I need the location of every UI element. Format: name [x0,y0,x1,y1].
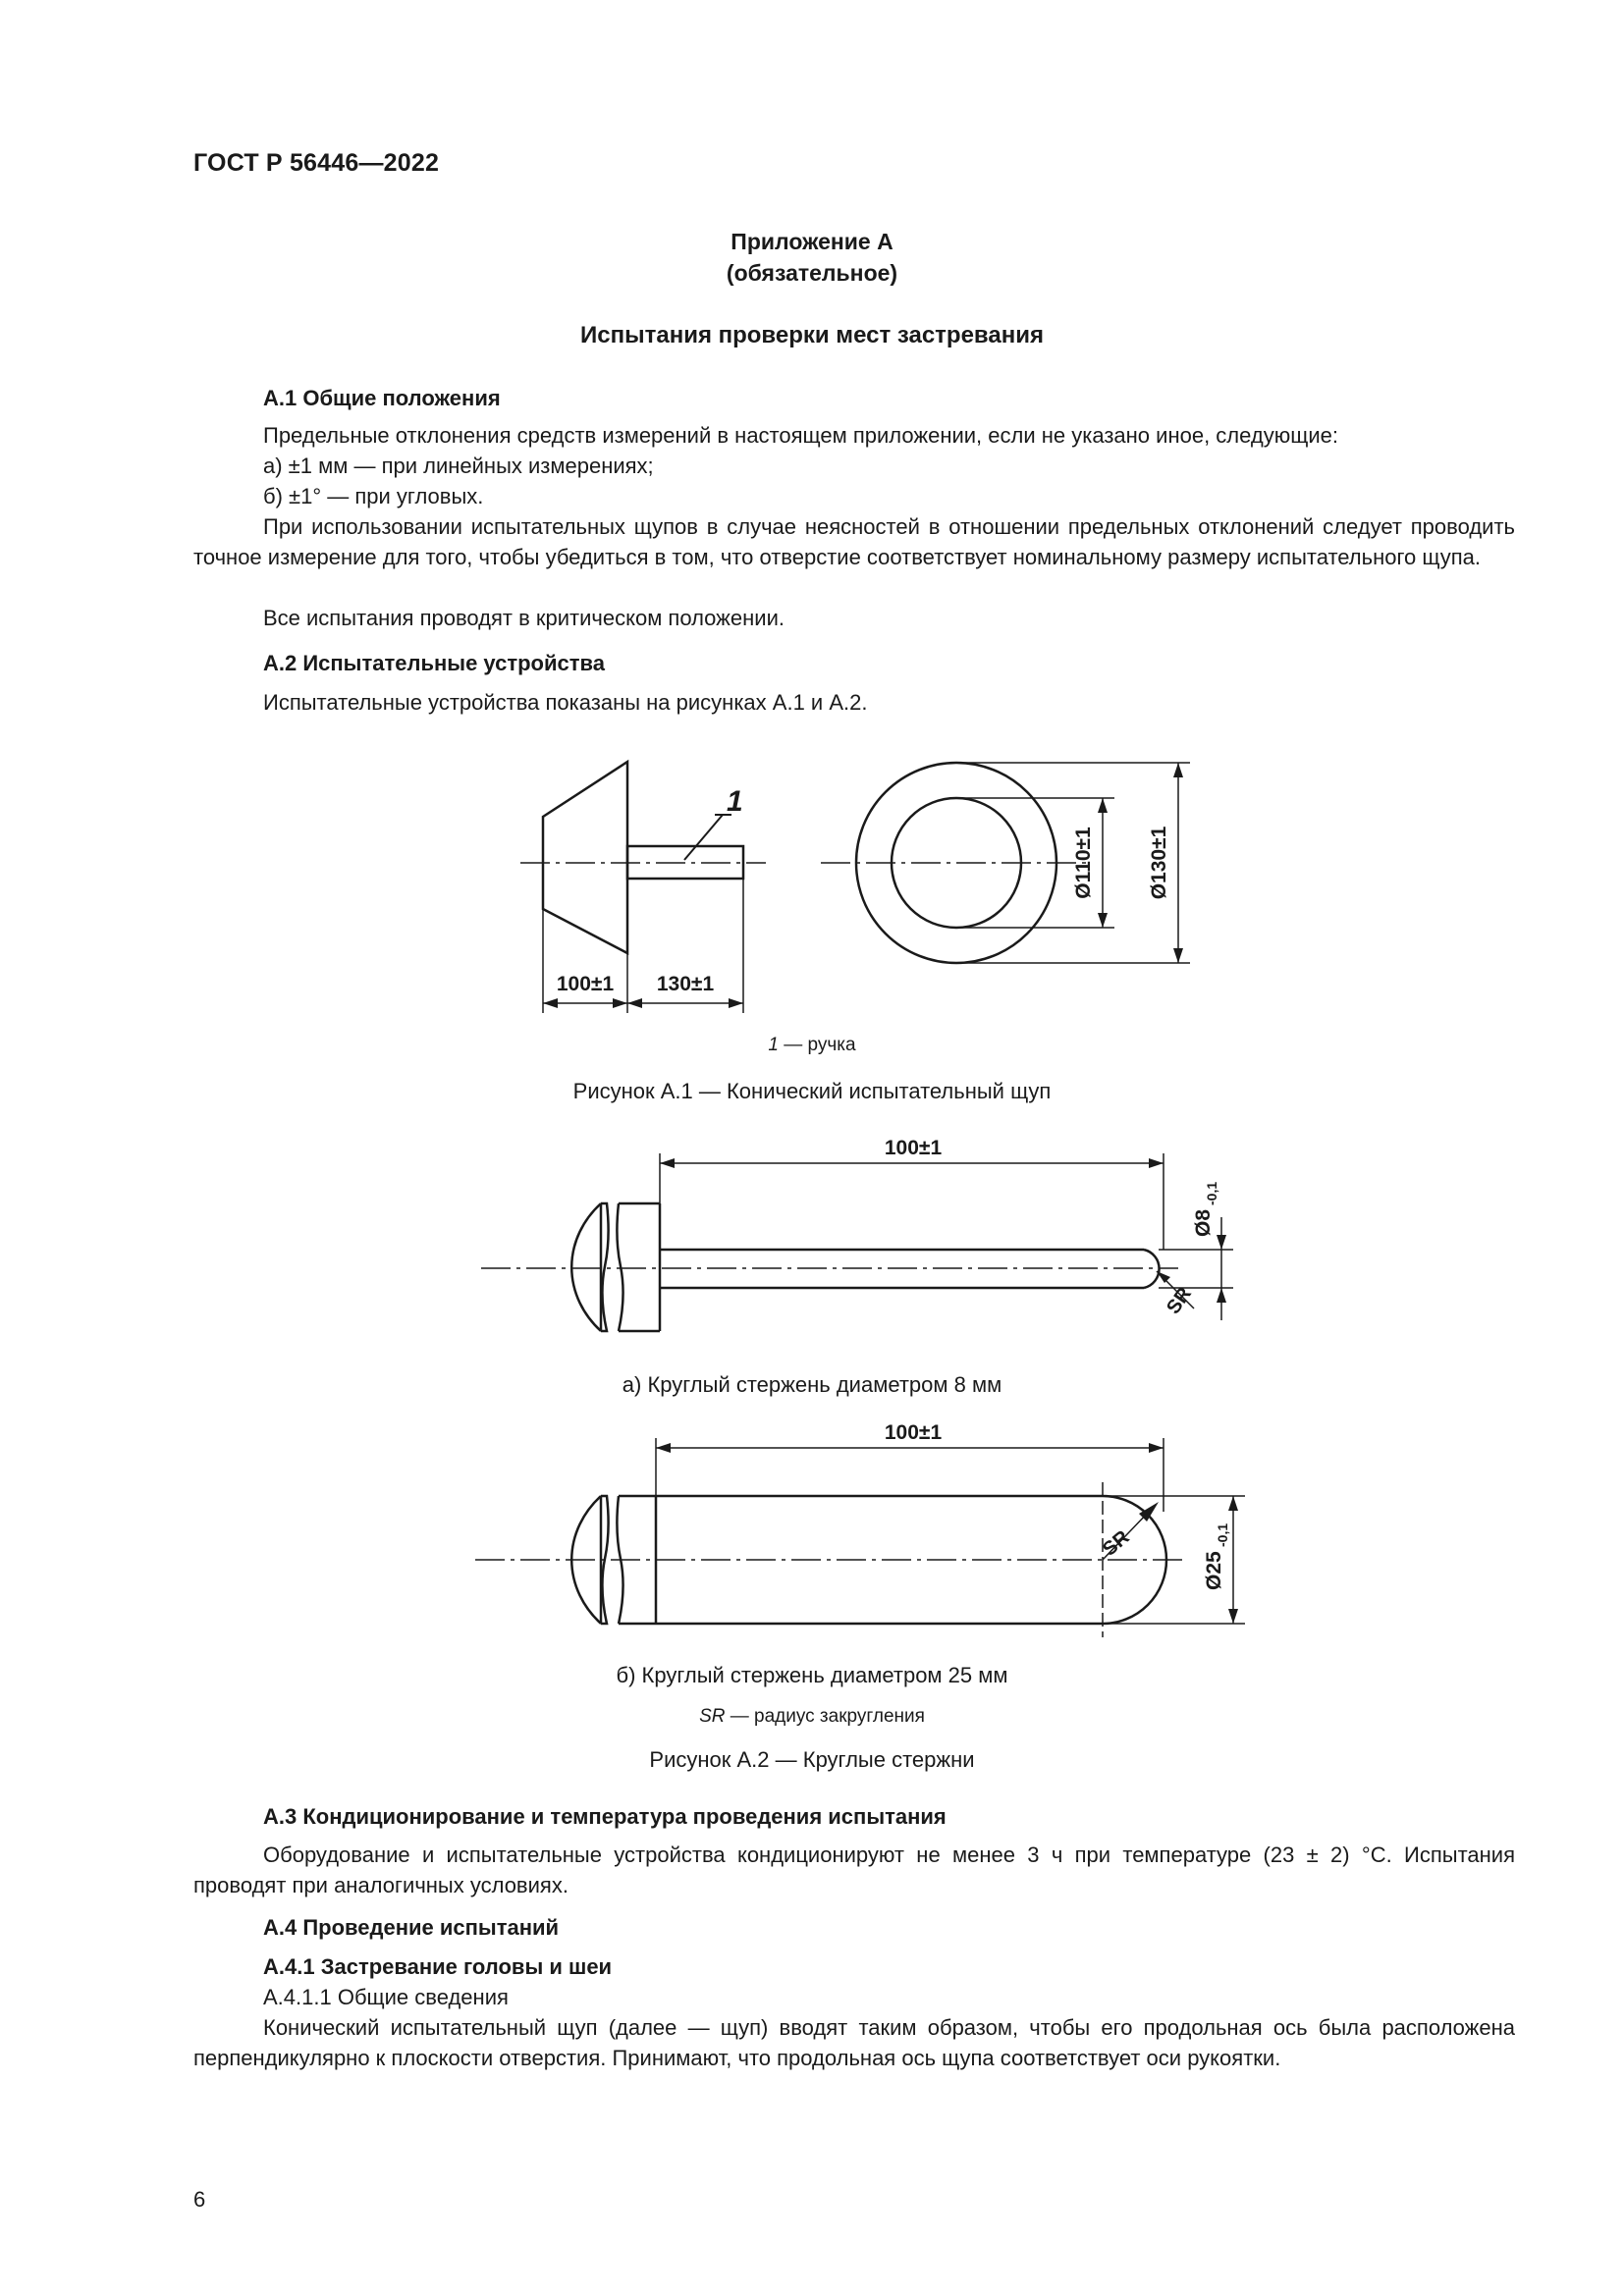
fig2b-dim-length: 100±1 [884,1421,943,1444]
a1-paragraph: При использовании испытательных щупов в случае неясностей в отношении предельных отклонений следует проводить точное измерение для того, чтобы убедиться в том, что отверстие соответствует номинальному размеру испытательного щупа. [193,514,1515,569]
section-a2-heading: А.2 Испытательные устройства [263,651,605,675]
fig2-legend: SR — радиус закругления [699,1706,925,1727]
fig2b-caption: б) Круглый стержень диаметром 25 мм [616,1663,1008,1687]
fig2a-caption: а) Круглый стержень диаметром 8 мм [622,1372,1002,1397]
a4-text: Конический испытательный щуп (далее — щуп) вводят таким образом, чтобы его продольная ось была расположена перпендикулярно к плоскости отверстия. Принимают, что продольная ось щупа соответствует оси рукоятки. [193,2015,1515,2070]
a1-critical: Все испытания проводят в критическом положении. [263,606,785,630]
fig2a-dim-tol: -0,1 [1204,1181,1219,1205]
fig1-label-1: 1 [727,785,743,818]
fig2a-dim-length: 100±1 [884,1137,943,1159]
fig2a-dim-diam: Ø8 [1192,1208,1215,1237]
fig2b-sr: SR [1099,1526,1134,1561]
annex-title: Приложение А [731,229,893,254]
fig2b-dim-tol: -0,1 [1215,1522,1230,1547]
annex-heading: Испытания проверки мест застревания [580,322,1044,348]
fig1-dim-inner: Ø110±1 [1072,827,1095,899]
annex-status: (обязательное) [726,260,898,286]
a1-item-b: б) ±1° — при угловых. [263,484,484,508]
fig1-dim-cone: 100±1 [556,973,615,995]
fig1-legend: 1 — ручка [768,1035,856,1055]
fig2-caption: Рисунок А.2 — Круглые стержни [649,1747,975,1772]
section-a1-heading: А.1 Общие положения [263,386,501,410]
section-a41-heading: А.4.1 Застревание головы и шеи [263,1954,613,1979]
a2-text: Испытательные устройства показаны на рисунках А.1 и А.2. [263,690,868,715]
rod-a-drawing [571,1153,1233,1331]
document-code: ГОСТ Р 56446—2022 [193,149,440,177]
section-a3-heading: А.3 Кондиционирование и температура проведения испытания [263,1804,947,1829]
page-number: 6 [193,2187,206,2212]
cone-body [543,762,627,953]
fig2b-dim-diam: Ø25 [1203,1551,1225,1590]
fig1-dim-outer: Ø130±1 [1148,826,1170,900]
a1-intro: Предельные отклонения средств измерений в настоящем приложении, если не указано иное, следующие: [263,423,1338,448]
fig1-dim-handle: 130±1 [656,973,715,995]
a3-text: Оборудование и испытательные устройства кондиционируют не менее 3 ч при температуре (23 ± 2) °C. Испытания проводят при аналогичных условиях. [193,1842,1515,1897]
fig2a-sr: SR [1163,1283,1197,1318]
section-a411-heading: А.4.1.1 Общие сведения [263,1985,509,2009]
fig1-caption: Рисунок А.1 — Конический испытательный щуп [572,1079,1052,1103]
rod-b-drawing [571,1438,1245,1637]
section-a4-heading: А.4 Проведение испытаний [263,1915,560,1940]
a1-item-a: а) ±1 мм — при линейных измерениях; [263,454,654,478]
